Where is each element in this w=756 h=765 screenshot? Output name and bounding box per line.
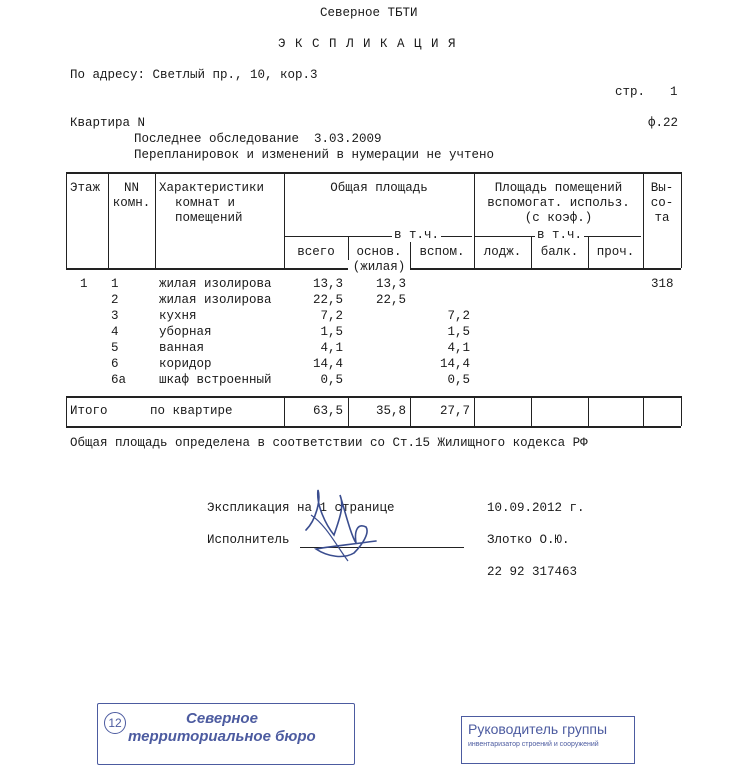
apartment-label: Квартира N	[70, 116, 146, 130]
cell-room-number: 2	[111, 293, 119, 307]
cell-room-number: 1	[111, 277, 119, 291]
cell-aux-area: 1,5	[447, 325, 470, 339]
cell-total-area: 14,4	[312, 357, 343, 371]
cell-room-name: шкаф встроенный	[159, 373, 272, 387]
total-main-value: 35,8	[375, 404, 406, 418]
note-line: Перепланировок и изменений в нумерации не учтено	[134, 148, 495, 162]
stamp2-line-2: инвентаризатор строений и сооружений	[468, 741, 599, 748]
col-height-header-2: со-	[650, 196, 674, 210]
cell-room-number: 6а	[111, 373, 127, 387]
org-name: Северное ТБТИ	[320, 6, 418, 20]
height-value: 318	[651, 277, 674, 291]
total-all-value: 63,5	[312, 404, 343, 418]
cell-room-number: 6	[111, 357, 119, 371]
issue-date: 10.09.2012 г.	[487, 501, 585, 515]
cell-total-area: 13,3	[312, 277, 343, 291]
survey-line: Последнее обследование 3.03.2009	[134, 132, 382, 146]
sub-aux-header: вспом.	[419, 245, 465, 259]
cell-total-area: 7,2	[320, 309, 343, 323]
cell-room-name: коридор	[159, 357, 212, 371]
col-aux-area-header: Площадь помещений	[494, 181, 623, 195]
cell-room-name: жилая изолирова	[159, 277, 272, 291]
total-aux-value: 27,7	[439, 404, 470, 418]
col-char-header-2: комнат и	[175, 196, 236, 210]
sub-other-header: проч.	[596, 245, 635, 259]
form-code: ф.22	[648, 116, 679, 130]
document-code: 22 92 317463	[487, 565, 578, 579]
incl-label-area: в т.ч.	[394, 228, 440, 242]
cell-total-area: 1,5	[320, 325, 343, 339]
sub-main-header: основ.	[356, 245, 402, 259]
cell-total-area: 0,5	[320, 373, 343, 387]
cell-main-area: 22,5	[375, 293, 406, 307]
pages-line: Экспликация на 1 странице	[207, 501, 395, 515]
total-label: Итого	[70, 404, 108, 418]
cell-total-area: 22,5	[312, 293, 343, 307]
cell-aux-area: 14,4	[439, 357, 470, 371]
col-height-header: Вы-	[650, 181, 674, 195]
col-nn-header-2: комн.	[112, 196, 151, 210]
sub-main-header-2: (жилая)	[348, 260, 410, 274]
document-title: Э К С П Л И К А Ц И Я	[278, 37, 457, 51]
stamp-line-1: Северное	[186, 710, 258, 727]
total-label-2: по квартире	[150, 404, 233, 418]
cell-aux-area: 4,1	[447, 341, 470, 355]
col-total-area-header: Общая площадь	[330, 181, 428, 195]
cell-room-name: уборная	[159, 325, 212, 339]
floor-value: 1	[80, 277, 88, 291]
executor-label: Исполнитель	[207, 533, 290, 547]
cell-total-area: 4,1	[320, 341, 343, 355]
col-aux-area-header-2: вспомогат. использ.	[487, 196, 630, 210]
address-line: По адресу: Светлый пр., 10, кор.3	[70, 68, 318, 82]
cell-room-name: жилая изолирова	[159, 293, 272, 307]
cell-room-number: 4	[111, 325, 119, 339]
stamp-line-2: территориальное бюро	[128, 728, 316, 745]
col-char-header: Характеристики	[159, 181, 265, 195]
group-head-stamp	[461, 716, 635, 764]
cell-aux-area: 7,2	[447, 309, 470, 323]
sub-balcony-header: балк.	[540, 245, 579, 259]
sub-total-header: всего	[297, 245, 335, 259]
cell-aux-area: 0,5	[447, 373, 470, 387]
col-nn-header: NN	[123, 181, 139, 195]
stamp-number: 12	[104, 712, 126, 734]
cell-room-name: ванная	[159, 341, 205, 355]
page-number: 1	[670, 85, 678, 99]
cell-main-area: 13,3	[375, 277, 406, 291]
signature	[296, 485, 386, 570]
cell-room-name: кухня	[159, 309, 197, 323]
executor-name: Злотко О.Ю.	[487, 533, 570, 547]
sub-loggia-header: лодж.	[483, 245, 522, 259]
cell-room-number: 5	[111, 341, 119, 355]
incl-label-aux: в т.ч.	[537, 228, 583, 242]
legal-note: Общая площадь определена в соответствии со Ст.15 Жилищного кодекса РФ	[70, 436, 588, 450]
cell-room-number: 3	[111, 309, 119, 323]
col-height-header-3: та	[654, 211, 670, 225]
bureau-stamp	[97, 703, 355, 765]
stamp2-line-1: Руководитель группы	[468, 721, 608, 737]
col-aux-area-header-3: (с коэф.)	[524, 211, 593, 225]
col-char-header-3: помещений	[175, 211, 243, 225]
page-label: стр.	[615, 85, 646, 99]
col-floor-header: Этаж	[70, 181, 101, 195]
